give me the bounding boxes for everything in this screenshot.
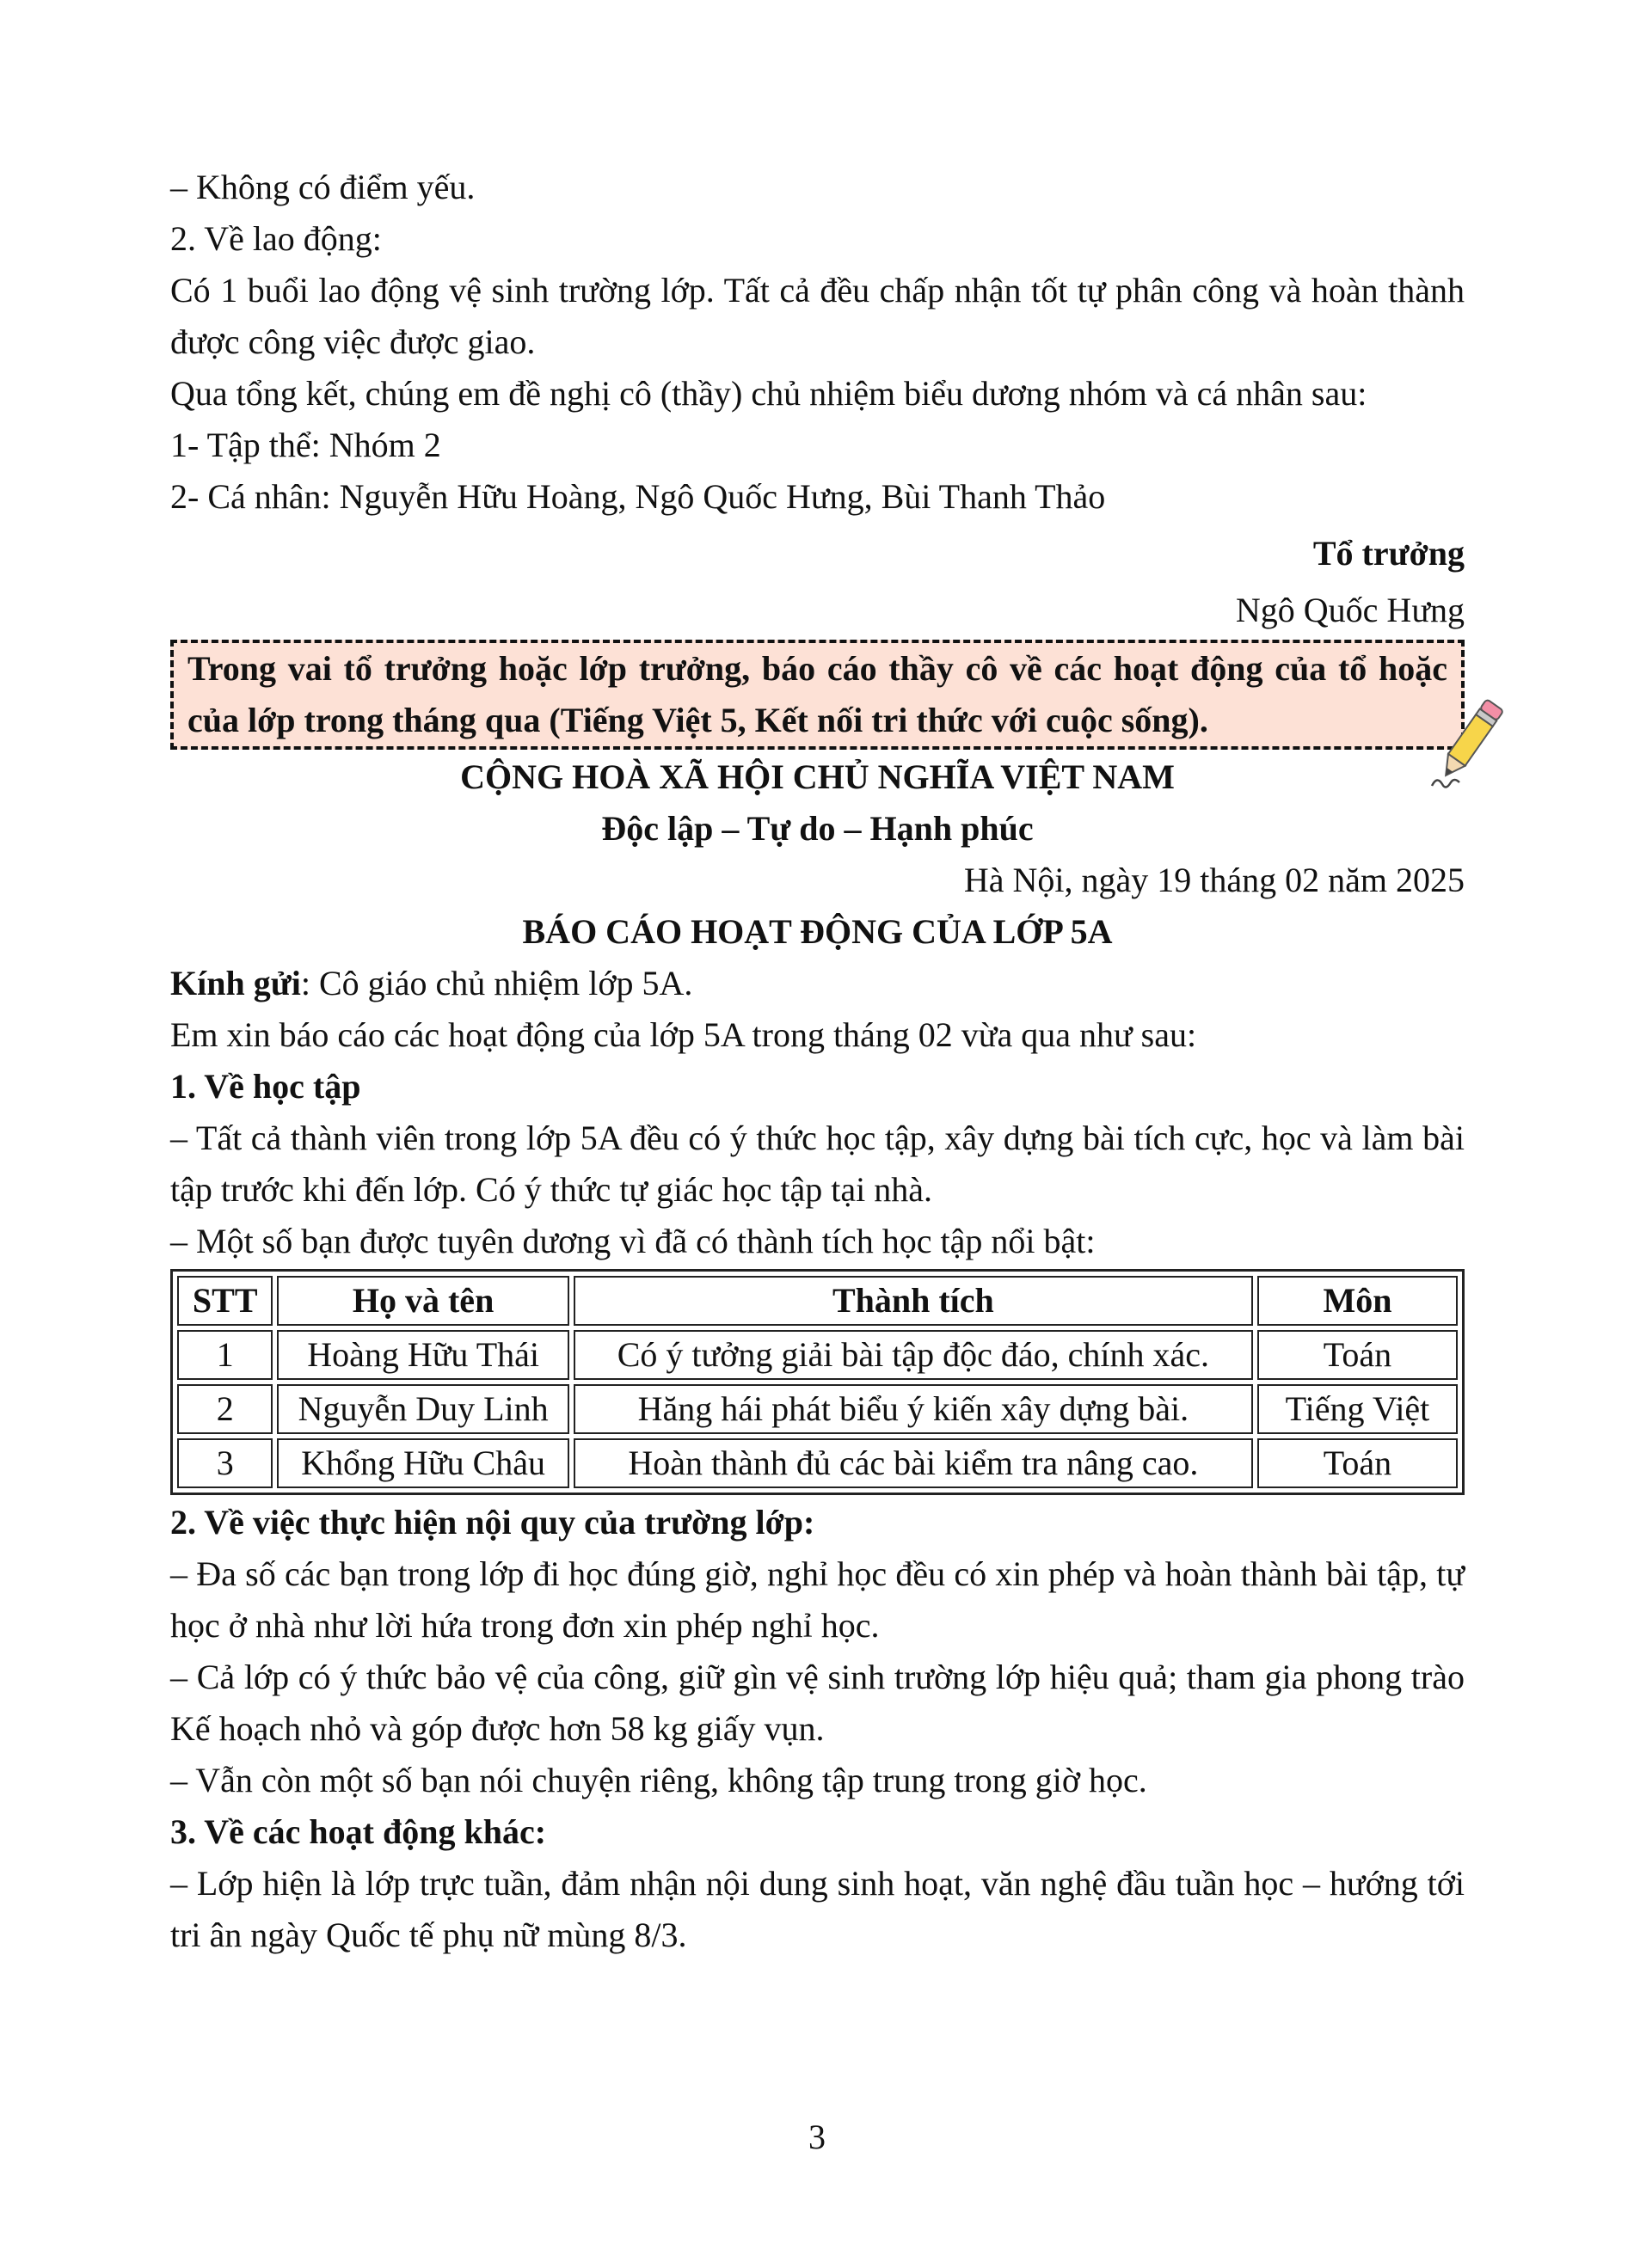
section-2-heading: 2. Về việc thực hiện nội quy của trường lớp:: [170, 1503, 815, 1542]
table-header-achievement: Thành tích: [574, 1276, 1253, 1326]
table-cell-name: Nguyễn Duy Linh: [277, 1384, 568, 1434]
table-cell-subject: Toán: [1257, 1330, 1458, 1380]
table-row: [177, 1330, 1458, 1380]
greeting-line: [170, 958, 1465, 1009]
section-1-paragraph-2: – Một số bạn được tuyên dương vì đã có thành tích học tập nổi bật:: [170, 1222, 1096, 1260]
achievement-table: [170, 1269, 1465, 1495]
table-header-row: [177, 1276, 1458, 1326]
signer-title: Tổ trưởng: [1312, 534, 1465, 573]
section-2-paragraph-1: – Đa số các bạn trong lớp đi học đúng giờ, nghỉ học đều có xin phép và hoàn thành bài tập, tự học ở nhà như lời hứa trong đơn xin phép nghỉ học.: [170, 1554, 1465, 1645]
greeting-label: Kính gửi: [170, 964, 301, 1002]
proposal-paragraph: Qua tổng kết, chúng em đề nghị cô (thầy) chủ nhiệm biểu dương nhóm và cá nhân sau:: [170, 374, 1367, 413]
signer-name: Ngô Quốc Hưng: [1235, 591, 1465, 629]
table-cell-subject: Tiếng Việt: [1257, 1384, 1458, 1434]
section-3-paragraph-1: – Lớp hiện là lớp trực tuần, đảm nhận nội dung sinh hoạt, văn nghệ đầu tuần học – hướng tới tri ân ngày Quốc tế phụ nữ mùng 8/3.: [170, 1864, 1465, 1954]
table-cell-stt: 1: [177, 1330, 273, 1380]
table-row: [177, 1438, 1458, 1488]
proposal-group: 1- Tập thể: Nhóm 2: [170, 426, 441, 464]
task-callout: [170, 640, 1465, 750]
table-header-stt: STT: [177, 1276, 273, 1326]
task-callout-text: Trong vai tổ trưởng hoặc lớp trưởng, báo cáo thầy cô về các hoạt động của tổ hoặc của lớp trong tháng qua (Tiếng Việt 5, Kết nối tri thức với cuộc sống).: [187, 649, 1447, 739]
table-cell-stt: 2: [177, 1384, 273, 1434]
section-2-paragraph-2: – Cả lớp có ý thức bảo vệ của công, giữ gìn vệ sinh trường lớp hiệu quả; tham gia phong trào Kế hoạch nhỏ và góp được hơn 58 kg giấy vụn.: [170, 1658, 1465, 1748]
labor-paragraph: Có 1 buổi lao động vệ sinh trường lớp. Tất cả đều chấp nhận tốt tự phân công và hoàn thành được công việc được giao.: [170, 271, 1465, 361]
table-header-name: Họ và tên: [277, 1276, 568, 1326]
motto-heading: Độc lập – Tự do – Hạnh phúc: [601, 809, 1034, 848]
table-row: [177, 1384, 1458, 1434]
table-header-subject: Môn: [1257, 1276, 1458, 1326]
intro-line: Em xin báo cáo các hoạt động của lớp 5A trong tháng 02 vừa qua như sau:: [170, 1015, 1197, 1054]
page-number: 3: [808, 2118, 826, 2156]
table-cell-achievement: Hoàn thành đủ các bài kiểm tra nâng cao.: [574, 1438, 1253, 1488]
document-page: [170, 162, 1465, 1961]
section-3-heading: 3. Về các hoạt động khác:: [170, 1812, 547, 1851]
table-cell-name: Hoàng Hữu Thái: [277, 1330, 568, 1380]
weakness-line: – Không có điểm yếu.: [170, 168, 476, 206]
table-cell-subject: Toán: [1257, 1438, 1458, 1488]
greeting-rest: : Cô giáo chủ nhiệm lớp 5A.: [300, 964, 693, 1002]
table-cell-achievement: Có ý tưởng giải bài tập độc đáo, chính xác.: [574, 1330, 1253, 1380]
report-date: Hà Nội, ngày 19 tháng 02 năm 2025: [963, 861, 1465, 899]
pencil-icon: [1428, 693, 1508, 794]
report-title: BÁO CÁO HOẠT ĐỘNG CỦA LỚP 5A: [522, 912, 1113, 951]
section-1-paragraph-1: – Tất cả thành viên trong lớp 5A đều có ý thức học tập, xây dựng bài tích cực, học và làm bài tập trước khi đến lớp. Có ý thức tự giác học tập tại nhà.: [170, 1119, 1465, 1209]
section-2-paragraph-3: – Vẫn còn một số bạn nói chuyện riêng, không tập trung trong giờ học.: [170, 1761, 1147, 1799]
table-cell-achievement: Hăng hái phát biểu ý kiến xây dựng bài.: [574, 1384, 1253, 1434]
section-1-heading: 1. Về học tập: [170, 1067, 361, 1106]
proposal-individuals: 2- Cá nhân: Nguyễn Hữu Hoàng, Ngô Quốc Hưng, Bùi Thanh Thảo: [170, 477, 1106, 516]
labor-heading: 2. Về lao động:: [170, 219, 382, 258]
table-cell-name: Khổng Hữu Châu: [277, 1438, 568, 1488]
nation-heading: CỘNG HOÀ XÃ HỘI CHỦ NGHĨA VIỆT NAM: [460, 757, 1175, 796]
table-cell-stt: 3: [177, 1438, 273, 1488]
